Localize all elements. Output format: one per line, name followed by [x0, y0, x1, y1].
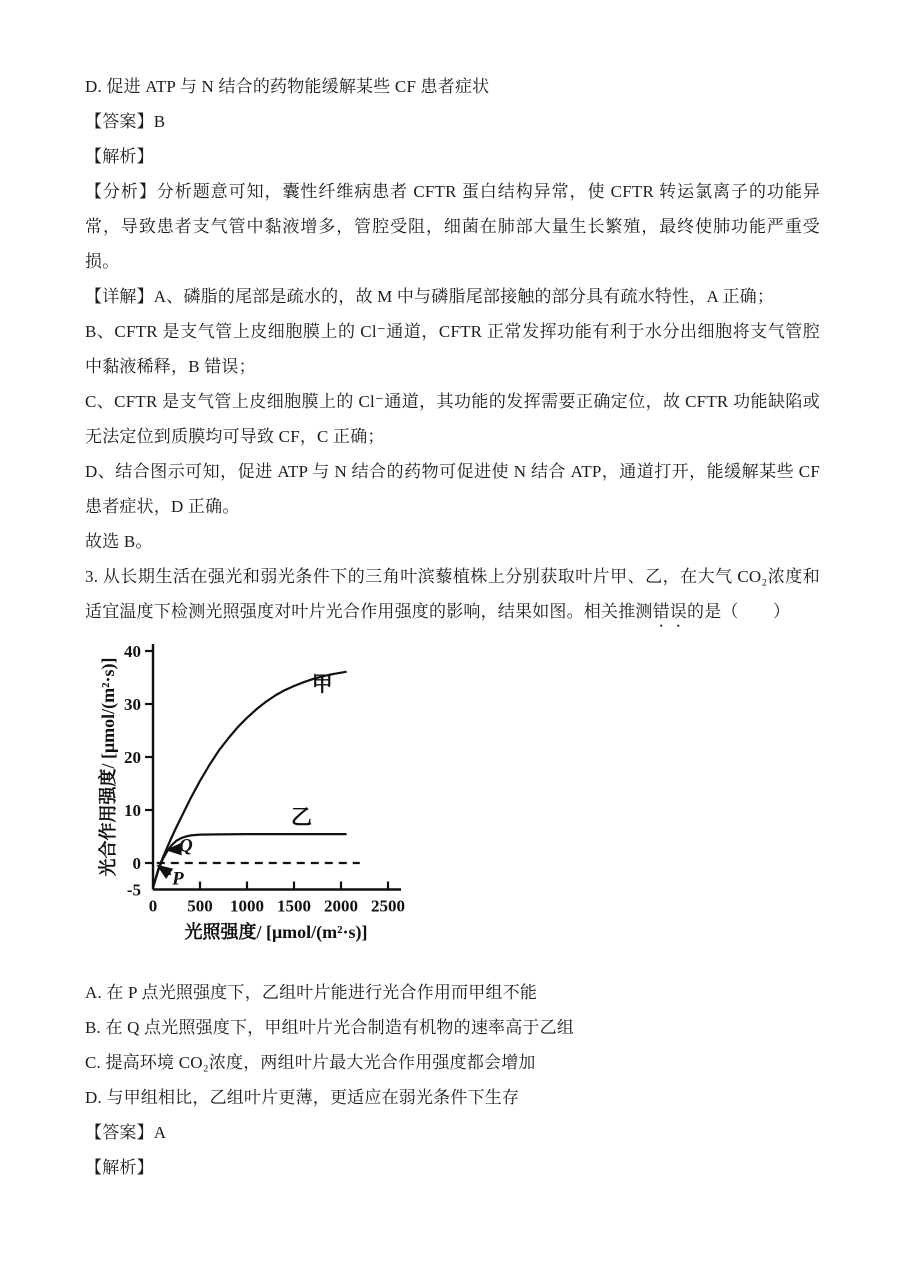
- q2-answer: 【答案】B: [85, 112, 166, 131]
- q3-stem-post: 的是（ ）: [687, 602, 791, 621]
- q3-stem-pre: 3. 从长期生活在强光和弱光条件下的三角叶滨藜植株上分别获取叶片甲、乙，在大气 CO₂浓度和适宜温度下检测光照强度对叶片光合作用强度的影响，结果如图。相关推测: [85, 567, 820, 621]
- svg-text:20: 20: [124, 748, 141, 767]
- q3-stem: [85, 559, 820, 631]
- q2-detail-c: C、CFTR 是支气管上皮细胞膜上的 Cl⁻通道，其功能的发挥需要正确定位，故 CFTR 功能缺陷或无法定位到质膜均可导致 CF，C 正确；: [85, 392, 820, 446]
- q2-analysis: 【分析】分析题意可知，囊性纤维病患者 CFTR 蛋白结构异常，使 CFTR 转运氯离子的功能异常，导致患者支气管中黏液增多，管腔受阻，细菌在肺部大量生长繁殖，最终使肺功能严重受损。: [85, 182, 820, 271]
- svg-text:Q: Q: [179, 835, 193, 857]
- q2-conclusion: 故选 B。: [85, 532, 153, 551]
- svg-text:10: 10: [124, 801, 141, 820]
- svg-text:1500: 1500: [277, 896, 311, 916]
- svg-text:500: 500: [187, 896, 213, 916]
- svg-text:-5: -5: [126, 880, 141, 900]
- svg-text:光照强度/ [μmol/(m²·s)]: 光照强度/ [μmol/(m²·s)]: [184, 922, 368, 942]
- svg-text:40: 40: [124, 642, 141, 661]
- q3-stem-emphasized-word: 错误: [652, 602, 688, 621]
- photosynthesis-light-chart: [80, 641, 480, 963]
- q2-analysis-header: 【解析】: [85, 147, 154, 166]
- svg-text:2500: 2500: [371, 896, 405, 916]
- svg-text:P: P: [172, 868, 184, 890]
- svg-text:1000: 1000: [230, 896, 264, 916]
- q3-option-c: C. 提高环境 CO₂浓度，两组叶片最大光合作用强度都会增加: [85, 1053, 536, 1072]
- svg-text:2000: 2000: [324, 896, 358, 916]
- svg-text:0: 0: [132, 854, 141, 873]
- svg-text:0: 0: [148, 896, 158, 916]
- svg-text:光合作用强度/ [μmol/(m²·s)]: 光合作用强度/ [μmol/(m²·s)]: [98, 657, 118, 877]
- q3-analysis-header: 【解析】: [85, 1158, 154, 1177]
- q3-answer: 【答案】A: [85, 1123, 167, 1142]
- q3-option-b: B. 在 Q 点光照强度下，甲组叶片光合制造有机物的速率高于乙组: [85, 1018, 575, 1037]
- q2-option-d: D. 促进 ATP 与 N 结合的药物能缓解某些 CF 患者症状: [85, 77, 490, 96]
- q2-detail-b: B、CFTR 是支气管上皮细胞膜上的 Cl⁻通道，CFTR 正常发挥功能有利于水分出细胞将支气管腔中黏液稀释，B 错误；: [85, 322, 820, 376]
- svg-text:30: 30: [124, 695, 141, 714]
- q3-option-a: A. 在 P 点光照强度下，乙组叶片能进行光合作用而甲组不能: [85, 983, 538, 1002]
- svg-text:乙: 乙: [291, 804, 313, 829]
- q2-detail-a: 【详解】A、磷脂的尾部是疏水的，故 M 中与磷脂尾部接触的部分具有疏水特性，A 正确；: [85, 287, 775, 306]
- light-intensity-vs-photosynthesis-plot: [80, 641, 480, 963]
- q3-option-d: D. 与甲组相比，乙组叶片更薄，更适应在弱光条件下生存: [85, 1088, 520, 1107]
- q2-detail-d: D、结合图示可知，促进 ATP 与 N 结合的药物可促进使 N 结合 ATP，通道打开，能缓解某些 CF 患者症状，D 正确。: [85, 462, 820, 516]
- svg-text:甲: 甲: [311, 671, 333, 696]
